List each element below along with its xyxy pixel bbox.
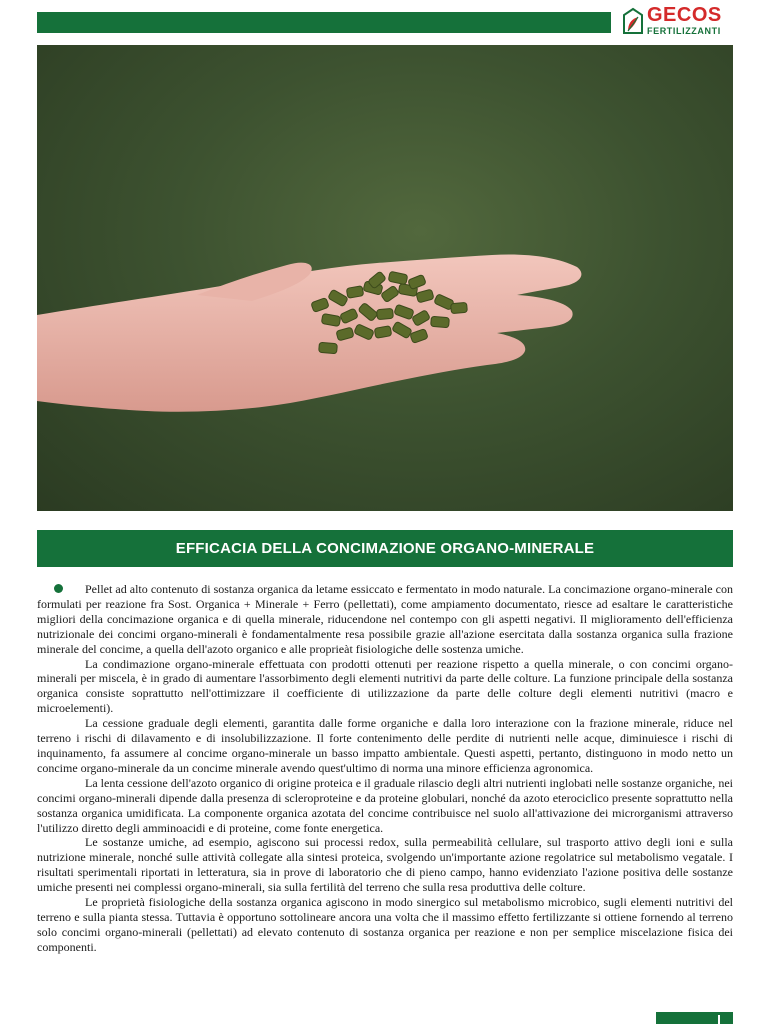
- logo-mark-icon: [622, 7, 644, 35]
- page-corner-tick: [718, 1015, 720, 1024]
- bullet-icon: [54, 584, 63, 593]
- gecos-logo: [620, 4, 740, 38]
- logo-subtitle: FERTILIZZANTI: [647, 26, 721, 36]
- paragraph: [37, 582, 733, 657]
- section-title: EFFICACIA DELLA CONCIMAZIONE ORGANO-MINERALE: [37, 530, 733, 567]
- paragraph-text: Pellet ad alto contenuto di sostanza organica da letame essiccato e fermentato in modo naturale. La concimazione organo-minerale con formulati per reazione fra Sost. Organica + Minerale + Ferro (pellettati), come ampiamento documentato, riesce ad esaltare le caratteristiche migliori della concimazione organica e di quella minerale, riducendone nel contempo con gli aspetti negativi. Il miglioramento dell'efficienza nutrizionale dei concimi organo-minerali è fondamentalmente resa possibile grazie all'azione esercitata dalla sostanza organica sulla frazione minerale del concime, a quella dell'azoto organico e alle proprieàt fisiologiche delle sostenza umiche.: [37, 582, 733, 656]
- paragraph: La condimazione organo-minerale effettuata con prodotti ottenuti per reazione rispetto a quella minerale, o con concimi organo-minerali per miscela, è in grado di aumentare l'assorbimento degli elementi nutritivi da parte delle colture. La funzione principale della sostanza organica consiste soprattutto nell'ottimizzare il coefficiente di utilizzazione da parte delle colture degli elementi nutritivi (macro e microelementi).: [37, 656, 733, 716]
- paragraph: La cessione graduale degli elementi, garantita dalle forme organiche e dalla loro interazione con la frazione minerale, riduce nel terreno i rischi di dilavamento e di insolubilizzazione. Il forte contenimento delle perdite di nutrienti nelle acque, diminuiesce i rischi di inquinamento, fa assumere al concime organo-minerale un basso impatto ambientale. Questi aspetti, pertanto, distinguono in modo netto un concime organo-minerale da un concime minerale avendo quest'ultimo di norma una minore efficienza agronomica.: [37, 716, 733, 775]
- paragraph: La lenta cessione dell'azoto organico di origine proteica e il graduale rilascio degli altri nutrienti inglobati nelle sostanze organiche, nei concimi organo-minerali dipende dalla presenza di scleroproteine e da proteine globulari, nonché da azoto eterociclico presente soprattutto nella sostanza organica umidificata. La componente organica azotata del concime contribuisce nel suolo all'attivazione dei microrganismi attraverso l'utilizzo diretto degli amminoacidi e di proteine, come fonte energetica.: [37, 775, 733, 835]
- hand-with-pellets-image: [37, 45, 733, 511]
- page-corner-bar: [656, 1012, 733, 1024]
- logo-name: GECOS: [647, 4, 722, 26]
- paragraph: Le proprietà fisiologiche della sostanza organica agiscono in modo sinergico sul metabolismo microbico, sugli elementi nutritivi del terreno e sulla pianta stessa. Tuttavia è opportuno sottolineare ancora una volta che il massimo effetto fertilizzante si ottiene fornendo al terreno solo concimi organo-minerali (pellettati) ad elevato contenuto di sostanza organica per reazione e non per semplice miscelazione fisica dei componenti.: [37, 895, 733, 954]
- hero-photo: [37, 45, 733, 511]
- header-bar: [37, 12, 611, 33]
- article-body: [37, 582, 733, 955]
- paragraph: Le sostanze umiche, ad esempio, agiscono sui processi redox, sulla permeabilità cellulare, sul trasporto attivo degli ioni e sulla nutrizione minerale, nonché sulle attività collegate alla sintesi proteica, svolgendo un'importante azione regolatrice sul metabolismo vegatale. I risultati sperimentali riportati in letteratura, sia in prove di laboratorio che di pieno campo, hanno evidenziato l'azione positiva delle sostanze umiche presenti nei complessi organo-minerali, sia sulla fertilità del terreno che sulla resa produttiva delle colture.: [37, 835, 733, 895]
